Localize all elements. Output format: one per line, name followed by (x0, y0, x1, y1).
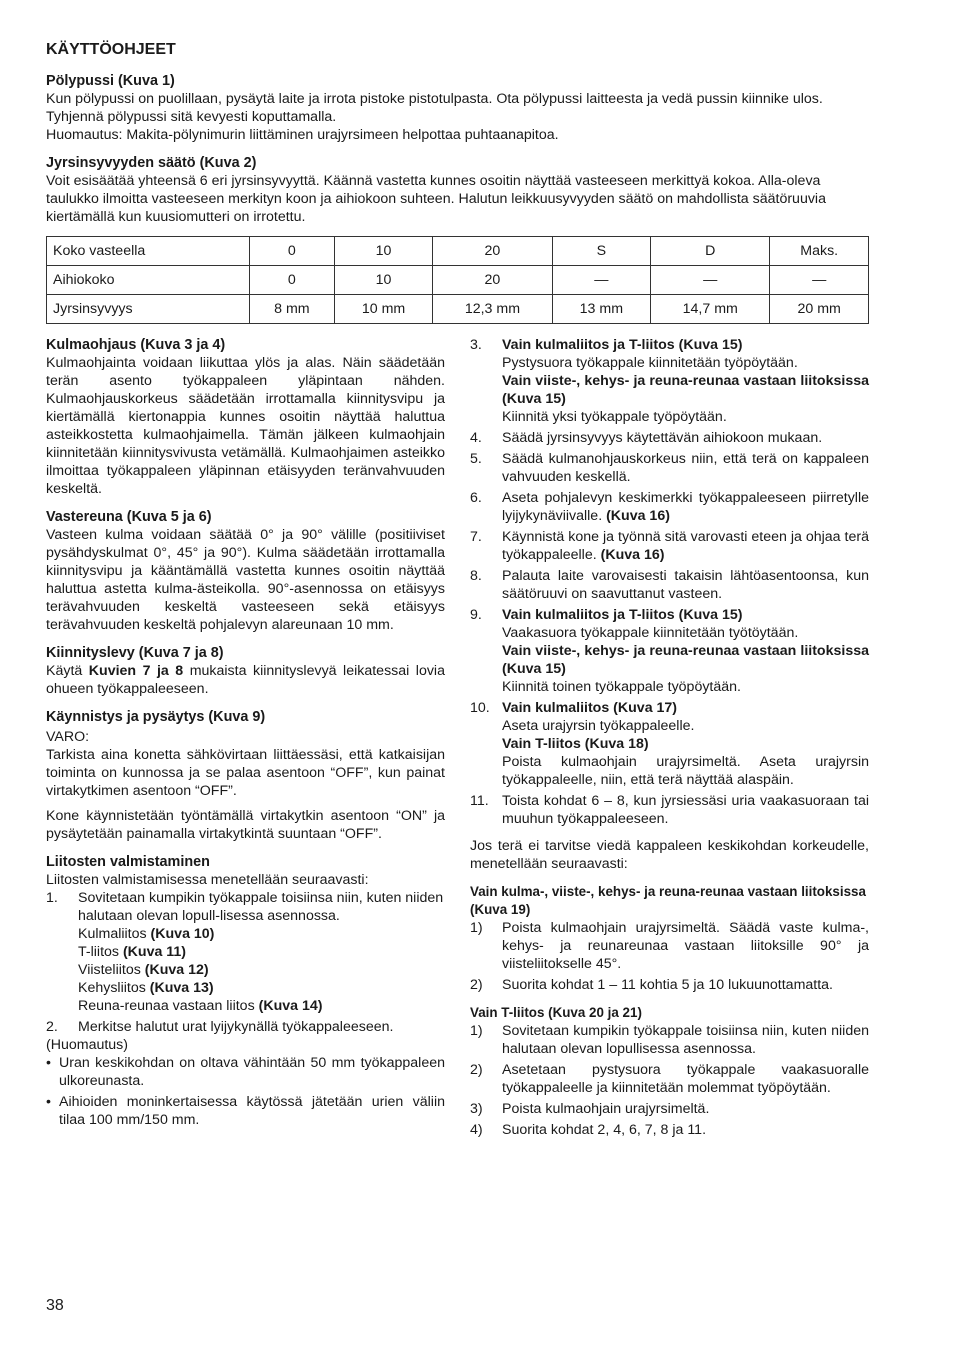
section-text (46, 662, 445, 698)
item-text: Sovitetaan kumpikin työkappale toisiinsa niin, kuten niiden halutaan olevan lopull-lisessa asennossa. (78, 890, 444, 924)
list-item (470, 528, 869, 564)
table-cell: 0 (250, 266, 335, 295)
list-item (470, 1100, 869, 1118)
table-cell: 10 mm (334, 295, 433, 324)
caution-label: VARO: (46, 729, 90, 745)
bullet-icon: • (46, 1055, 51, 1071)
list-item (470, 699, 869, 789)
section-text: Kun pölypussi on puolillaan, pysäytä laite ja irrota pistoke pistotulpasta. Ota pölypussi laitteesta ja vedä pussin kiinnike ulos. Tyhjennä pölypussi sitä kevyesti koputtamalla. (46, 91, 823, 125)
section-heading: Jyrsinsyvyyden säätö (Kuva 2) (46, 155, 257, 171)
section-fence (46, 508, 445, 634)
left-column (46, 336, 445, 1142)
item-text: Säädä jyrsinsyvyys käytettävän aihiokoon mukaan. (502, 430, 823, 446)
item-text: Palauta laite varovaisesti takaisin lähtöasentoonsa, kun säätöruuvi on saavuttanut vasteen. (502, 568, 869, 602)
table-cell: 0 (250, 237, 335, 266)
table-cell: 20 mm (770, 295, 869, 324)
item-number: 2) (470, 977, 483, 993)
figure-ref: (Kuva 13) (149, 980, 214, 996)
figure-ref: (Kuva 14) (258, 998, 323, 1014)
table-row (47, 295, 869, 324)
item-text: Vaakasuora työkappale kiinnitetään työtöytään. (502, 625, 799, 641)
joint-line (78, 998, 322, 1014)
list-item (46, 1018, 445, 1036)
figure-ref: (Kuva 16) (600, 547, 665, 563)
list-item (470, 1061, 869, 1097)
table-cell: 20 (433, 237, 552, 266)
table-cell: 13 mm (552, 295, 651, 324)
group-steps (470, 1022, 869, 1139)
item-subheading: Vain T-liitos (Kuva 18) (502, 736, 649, 752)
item-number: 11. (470, 793, 489, 809)
joint-line (78, 980, 214, 996)
section-text: Kulmaohjainta voidaan liikuttaa ylös ja alas. Näin säädetään terän asento työkappaleen yläpintaan nähden. Kulmaohjauskorkeus säädetään irrottamalla kiinnitysvipu ja kiertämällä kiertonappia kunnes osoitin näyttää haluttua asteikkostetta kulmaohjaimella. Tämän jälkeen kulmaohjain kiinnitetään kiinnitysvivusta vetämällä. Kulmaohjaimen asteikko ilmoittaa työkappaleen yläpinnan etäisyyden teränvahvuuden keskeltä. (46, 355, 445, 497)
item-text: Poista kulmaohjain urajyrsimeltä. Aseta urajyrsin työkappaleelle, niin, että terä näyttää alaspäin. (502, 754, 869, 788)
figure-ref: (Kuva 12) (144, 962, 209, 978)
item-body (502, 606, 869, 696)
depth-table (46, 236, 869, 324)
table-cell: — (770, 266, 869, 295)
table-cell: D (651, 237, 770, 266)
section-note: Huomautus: Makita-pölynimurin liittäminen urajyrsimeen helpottaa puhtaanapitoa. (46, 127, 559, 143)
figure-ref: (Kuva 10) (150, 926, 215, 942)
item-number: 7. (470, 529, 482, 545)
item-number: 10. (470, 700, 490, 716)
table-cell: 12,3 mm (433, 295, 552, 324)
item-text: Uran keskikohdan on oltava vähintään 50 mm työkappaleen ulkoreunasta. (59, 1055, 445, 1089)
section-text: Kone käynnistetään työntämällä virtakytkin asentoon “ON” ja pysäytetään painamalla virtakytkintä suuntaan “OFF”. (46, 808, 445, 842)
item-text: Aihioiden moninkertaisessa käytössä jätetään urien väliin tilaa 100 mm/150 mm. (59, 1094, 445, 1128)
section-heading: Vastereuna (Kuva 5 ja 6) (46, 509, 212, 525)
list-item (46, 1093, 445, 1129)
item-number: 5. (470, 451, 482, 467)
section-dust-bag (46, 72, 869, 144)
section-text: Tarkista aina konetta sähkövirtaan liittäessäsi, että katkaisijan toiminta on kunnossa ja se palaa asentoon “OFF”, kun painat virtakytkimen asentoon “OFF”. (46, 747, 445, 799)
item-text: Kiinnitä yksi työkappale työpöytään. (502, 409, 727, 425)
item-subheading: Vain viiste-, kehys- ja reuna-reunaa vastaan liitoksissa (Kuva 15) (502, 643, 869, 677)
joint-name: Kulmaliitos (78, 926, 151, 942)
steps-list (46, 889, 445, 1036)
table-cell: S (552, 237, 651, 266)
item-number: 9. (470, 607, 482, 623)
item-number: 1) (470, 920, 483, 936)
item-body (502, 528, 869, 564)
item-subheading: Vain kulmaliitos ja T-liitos (Kuva 15) (502, 607, 743, 623)
section-depth (46, 154, 869, 226)
note-label: (Huomautus) (46, 1037, 129, 1053)
table-cell: 10 (334, 266, 433, 295)
item-number: 3) (470, 1101, 483, 1117)
item-text: Poista kulmaohjain urajyrsimeltä. (502, 1101, 710, 1117)
section-heading: Kulmaohjaus (Kuva 3 ja 4) (46, 337, 226, 353)
item-text: Säädä kulmanohjauskorkeus niin, että terä on kappaleen vahvuuden keskellä. (502, 451, 869, 485)
item-number: 6. (470, 490, 482, 506)
item-body (502, 489, 869, 525)
figure-ref: (Kuva 16) (606, 508, 670, 524)
list-item (46, 1054, 445, 1090)
section-text: Voit esisäätää yhteensä 6 eri jyrsinsyvyyttä. Käännä vastetta kunnes osoitin näyttää vasteeseen merkittyä kokoa. Alla-oleva taulukko ilmoitta vasteeseen merkityn koon ja aihiokoon suhteen. Halutun leikkuusyvyyden säätö on mahdollista säätöruuvia kiertämällä kun kuusiomutteri on irrotettu. (46, 173, 826, 225)
group-t-joint (470, 1004, 869, 1139)
group-heading: Vain kulma-, viiste-, kehys- ja reuna-reunaa vastaan liitoksissa (Kuva 19) (470, 884, 866, 917)
item-number: 2) (470, 1062, 483, 1078)
item-text: Kiinnitä toinen työkappale työpöytään. (502, 679, 741, 695)
item-number: 1) (470, 1023, 483, 1039)
text-run: Käytä (46, 663, 89, 679)
joint-line (78, 962, 209, 978)
row-label: Aihiokoko (47, 266, 250, 295)
section-heading: Kiinnityslevy (Kuva 7 ja 8) (46, 645, 224, 661)
table-cell: 8 mm (250, 295, 335, 324)
item-number: 3. (470, 337, 482, 353)
item-body (502, 336, 869, 426)
list-item (470, 1022, 869, 1058)
figure-ref: Kuvien 7 ja 8 (88, 663, 184, 679)
table-row (47, 266, 869, 295)
item-text: Asetetaan pystysuora työkappale vaakasuoralle työkappaleelle ja kiinnitetään molemmat työpöytään. (502, 1062, 869, 1096)
group-heading: Vain T-liitos (Kuva 20 ja 21) (470, 1005, 642, 1020)
item-text: Käynnistä kone ja työnnä sitä varovasti eteen ja ohjaa terä työkappaleelle. (502, 529, 869, 563)
item-text: Sovitetaan kumpikin työkappale toisiinsa niin, kuten niiden halutaan olevan lopullisessa asennossa. (502, 1023, 869, 1057)
joint-name: Viisteliitos (78, 962, 145, 978)
item-number: 4. (470, 430, 482, 446)
table-cell: 10 (334, 237, 433, 266)
item-number: 1. (46, 890, 58, 906)
joint-name: Kehysliitos (78, 980, 150, 996)
section-heading: Pölypussi (Kuva 1) (46, 73, 175, 89)
table-cell: 20 (433, 266, 552, 295)
row-label: Koko vasteella (47, 237, 250, 266)
section-heading: Käynnistys ja pysäytys (Kuva 9) (46, 709, 266, 725)
item-number: 8. (470, 568, 482, 584)
item-body (502, 699, 869, 789)
procedure-intro: Jos terä ei tarvitse viedä kappaleen keskikohdan korkeudelle, menetellään seuraavasti: (470, 838, 869, 872)
item-text: Toista kohdat 6 – 8, kun jyrsiessäsi uria vaakasuoraan tai muuhun työkappaleeseen. (502, 793, 869, 827)
figure-ref: (Kuva 11) (122, 944, 187, 960)
group-other-joints (470, 883, 869, 994)
item-text: Pystysuora työkappale kiinnitetään työpöytään. (502, 355, 798, 371)
list-item (470, 489, 869, 525)
section-start-stop (46, 708, 445, 843)
page-number: 38 (46, 1297, 64, 1314)
section-intro: Liitosten valmistamisessa menetellään seuraavasti: (46, 872, 369, 888)
steps-list-continued (470, 336, 869, 828)
list-item (470, 429, 869, 447)
joint-name: Reuna-reunaa vastaan liitos (78, 998, 259, 1014)
item-subheading: Vain kulmaliitos (Kuva 17) (502, 700, 678, 716)
group-steps (470, 919, 869, 994)
table-cell: 14,7 mm (651, 295, 770, 324)
bullet-icon: • (46, 1094, 51, 1110)
item-text: Poista kulmaohjain urajyrsimeltä. Säädä vaste kulma-, kehys- ja reunareunaa vastaan liitoksille 90° ja viisteliitokselle 45°. (502, 920, 869, 972)
item-text: Suorita kohdat 1 – 11 kohtia 5 ja 10 lukuunottamatta. (502, 977, 834, 993)
item-text: Aseta urajyrsin työkappaleelle. (502, 718, 695, 734)
section-angle-guide (46, 336, 445, 498)
section-heading: Liitosten valmistaminen (46, 854, 210, 870)
table-cell: Maks. (770, 237, 869, 266)
list-item (470, 450, 869, 486)
item-subheading: Vain viiste-, kehys- ja reuna-reunaa vastaan liitoksissa (Kuva 15) (502, 373, 869, 407)
two-column-body (46, 336, 869, 1142)
section-text: Vasteen kulma voidaan säätää 0° ja 90° välille (positiiviset pysähdyskulmat 0°, 45° ja 90°). Kulma säädetään irrottamalla kiinnitysvipu ja kääntämällä vastetta kunnes osoitin näyttää haluttua astetta kulma-ästeikolla. 90°-asennossa on etäisyys terävahvuuden keskeltä vasteeseen sekä etäisyys terävahvuuden keskeltä pohjalevyn alareunaan 10 mm. (46, 527, 445, 633)
list-item (470, 792, 869, 828)
notes-list (46, 1054, 445, 1129)
joint-line (78, 944, 186, 960)
page-title: KÄYTTÖOHJEET (46, 41, 176, 58)
page-content (46, 40, 869, 1142)
row-label: Jyrsinsyvyys (47, 295, 250, 324)
joint-line (78, 926, 214, 942)
item-text: Suorita kohdat 2, 4, 6, 7, 8 ja 11. (502, 1122, 707, 1138)
section-joints (46, 853, 445, 1129)
list-item (46, 889, 445, 1015)
table-cell: — (552, 266, 651, 295)
item-body (78, 889, 445, 1015)
list-item (470, 606, 869, 696)
right-column (470, 336, 869, 1142)
item-subheading: Vain kulmaliitos ja T-liitos (Kuva 15) (502, 337, 743, 353)
list-item (470, 1121, 869, 1139)
item-text: Aseta pohjalevyn keskimerkki työkappaleeseen piirretylle lyijykynäviivalle. (502, 490, 869, 524)
table-cell: — (651, 266, 770, 295)
list-item (470, 567, 869, 603)
item-text: Merkitse halutut urat lyijykynällä työkappaleeseen. (78, 1019, 394, 1035)
text-run: mukaista kiinnityslevyä leikatessai lovia ohueen työkappaleeseen. (46, 663, 445, 697)
table-row (47, 237, 869, 266)
list-item (470, 919, 869, 973)
item-number: 2. (46, 1019, 58, 1035)
joint-name: T-liitos (78, 944, 123, 960)
list-item (470, 336, 869, 426)
item-number: 4) (470, 1122, 483, 1138)
list-item (470, 976, 869, 994)
section-clamp-plate (46, 644, 445, 698)
